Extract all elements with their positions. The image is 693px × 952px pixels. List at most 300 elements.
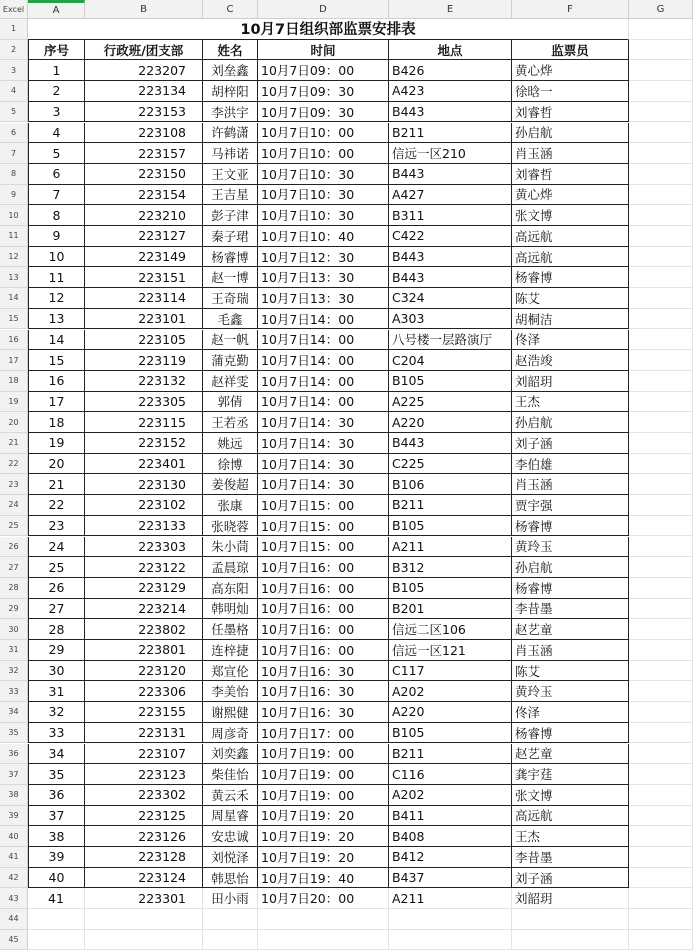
cell[interactable] [629, 723, 693, 744]
table-cell[interactable]: 孙启航 [512, 123, 629, 144]
cell[interactable] [258, 930, 389, 951]
row-header[interactable]: 19 [0, 392, 28, 413]
table-cell[interactable]: 刘子涵 [512, 433, 629, 454]
row-header[interactable]: 39 [0, 806, 28, 827]
table-cell[interactable]: 223134 [85, 81, 203, 102]
row-header[interactable]: 37 [0, 764, 28, 785]
cell[interactable] [629, 661, 693, 682]
table-cell[interactable]: 毛鑫 [203, 309, 258, 330]
column-header-b[interactable]: B [85, 0, 203, 19]
cell[interactable] [629, 578, 693, 599]
table-cell[interactable]: 19 [28, 433, 85, 454]
table-cell[interactable]: A220 [389, 412, 512, 433]
row-header[interactable]: 5 [0, 102, 28, 123]
table-cell[interactable]: 25 [28, 557, 85, 578]
table-cell[interactable]: 10月7日19：20 [258, 847, 389, 868]
table-cell[interactable]: 31 [28, 681, 85, 702]
cell[interactable] [85, 930, 203, 951]
table-cell[interactable]: 39 [28, 847, 85, 868]
table-cell[interactable]: 龚宇莛 [512, 764, 629, 785]
table-cell[interactable]: B437 [389, 868, 512, 889]
header-cell[interactable]: 监票员 [512, 40, 629, 61]
row-header[interactable]: 17 [0, 350, 28, 371]
table-cell[interactable]: 22 [28, 495, 85, 516]
table-cell[interactable]: 10月7日09：30 [258, 102, 389, 123]
table-cell[interactable]: 223155 [85, 702, 203, 723]
row-header[interactable]: 18 [0, 371, 28, 392]
table-cell[interactable]: 李洪宇 [203, 102, 258, 123]
table-cell[interactable]: 韩思怡 [203, 868, 258, 889]
row-header[interactable]: 28 [0, 578, 28, 599]
table-cell[interactable]: 223124 [85, 868, 203, 889]
row-header[interactable]: 31 [0, 640, 28, 661]
table-cell[interactable]: 223301 [85, 888, 203, 909]
cell[interactable] [629, 267, 693, 288]
table-cell[interactable]: 17 [28, 392, 85, 413]
table-cell[interactable]: 40 [28, 868, 85, 889]
table-cell[interactable]: 高东阳 [203, 578, 258, 599]
table-cell[interactable]: 10月7日19：00 [258, 764, 389, 785]
table-cell[interactable]: 周星睿 [203, 806, 258, 827]
table-cell[interactable]: B201 [389, 599, 512, 620]
table-cell[interactable]: 杨睿博 [512, 516, 629, 537]
column-header-e[interactable]: E [389, 0, 512, 19]
table-cell[interactable]: 孟晨琼 [203, 557, 258, 578]
table-cell[interactable]: 陈艾 [512, 288, 629, 309]
cell[interactable] [629, 599, 693, 620]
table-cell[interactable]: 34 [28, 744, 85, 765]
table-cell[interactable]: 张康 [203, 495, 258, 516]
table-cell[interactable]: 王文亚 [203, 164, 258, 185]
table-cell[interactable]: B211 [389, 495, 512, 516]
table-cell[interactable]: 10月7日16：00 [258, 640, 389, 661]
table-cell[interactable]: 马祎诺 [203, 143, 258, 164]
table-cell[interactable]: C117 [389, 661, 512, 682]
table-cell[interactable]: 黄玲玉 [512, 537, 629, 558]
table-cell[interactable]: 41 [28, 888, 85, 909]
table-cell[interactable]: A211 [389, 888, 512, 909]
cell[interactable] [629, 744, 693, 765]
table-cell[interactable]: B105 [389, 516, 512, 537]
table-cell[interactable]: 223123 [85, 764, 203, 785]
table-cell[interactable]: 10月7日19：00 [258, 785, 389, 806]
table-cell[interactable]: 10月7日16：00 [258, 619, 389, 640]
table-cell[interactable]: 肖玉涵 [512, 143, 629, 164]
table-cell[interactable]: 223105 [85, 330, 203, 351]
table-cell[interactable]: 肖玉涵 [512, 474, 629, 495]
table-cell[interactable]: 黄玲玉 [512, 681, 629, 702]
table-cell[interactable]: 李伯雄 [512, 454, 629, 475]
table-cell[interactable]: 郑宣伦 [203, 661, 258, 682]
row-header[interactable]: 7 [0, 143, 28, 164]
table-cell[interactable]: 10 [28, 247, 85, 268]
cell[interactable] [629, 412, 693, 433]
table-cell[interactable]: 223802 [85, 619, 203, 640]
cell[interactable] [629, 888, 693, 909]
cell[interactable] [258, 909, 389, 930]
table-cell[interactable]: 38 [28, 826, 85, 847]
cell[interactable] [629, 392, 693, 413]
row-header[interactable]: 14 [0, 288, 28, 309]
table-cell[interactable]: B426 [389, 60, 512, 81]
table-cell[interactable]: 杨睿博 [512, 723, 629, 744]
row-header[interactable]: 12 [0, 247, 28, 268]
cell[interactable] [629, 371, 693, 392]
table-cell[interactable]: 11 [28, 267, 85, 288]
table-cell[interactable]: 王吉星 [203, 185, 258, 206]
table-cell[interactable]: 27 [28, 599, 85, 620]
table-cell[interactable]: 任墨格 [203, 619, 258, 640]
table-cell[interactable]: 21 [28, 474, 85, 495]
table-cell[interactable]: C422 [389, 226, 512, 247]
cell[interactable] [629, 868, 693, 889]
table-cell[interactable]: 223120 [85, 661, 203, 682]
table-cell[interactable]: B412 [389, 847, 512, 868]
cell[interactable] [629, 806, 693, 827]
cell[interactable] [629, 81, 693, 102]
column-header-d[interactable]: D [258, 0, 389, 19]
cell[interactable] [629, 702, 693, 723]
table-cell[interactable]: 姚远 [203, 433, 258, 454]
cell[interactable] [629, 495, 693, 516]
table-cell[interactable]: 信远一区210 [389, 143, 512, 164]
table-cell[interactable]: 杨睿博 [512, 578, 629, 599]
table-cell[interactable]: 王若丞 [203, 412, 258, 433]
row-header[interactable]: 1 [0, 19, 28, 40]
table-cell[interactable]: 223130 [85, 474, 203, 495]
table-cell[interactable]: 孙启航 [512, 412, 629, 433]
table-cell[interactable]: 赵浩竣 [512, 350, 629, 371]
row-header[interactable]: 9 [0, 185, 28, 206]
cell[interactable] [389, 930, 512, 951]
table-cell[interactable]: 秦子珺 [203, 226, 258, 247]
table-cell[interactable]: 刘韶玥 [512, 371, 629, 392]
table-cell[interactable]: 15 [28, 350, 85, 371]
table-cell[interactable]: 刘奕鑫 [203, 744, 258, 765]
table-cell[interactable]: 10月7日16：00 [258, 578, 389, 599]
table-cell[interactable]: 7 [28, 185, 85, 206]
cell[interactable] [629, 681, 693, 702]
table-cell[interactable]: B411 [389, 806, 512, 827]
column-header-a[interactable]: A [28, 0, 85, 19]
cell[interactable] [629, 930, 693, 951]
table-cell[interactable]: 223102 [85, 495, 203, 516]
table-cell[interactable]: 信远二区106 [389, 619, 512, 640]
table-cell[interactable]: 10月7日19：40 [258, 868, 389, 889]
table-cell[interactable]: 33 [28, 723, 85, 744]
table-cell[interactable]: 徐博 [203, 454, 258, 475]
row-header[interactable]: 33 [0, 681, 28, 702]
table-cell[interactable]: 张晓蓉 [203, 516, 258, 537]
table-cell[interactable]: C116 [389, 764, 512, 785]
table-cell[interactable]: 23 [28, 516, 85, 537]
table-cell[interactable]: 24 [28, 537, 85, 558]
cell[interactable] [629, 557, 693, 578]
table-cell[interactable]: 赵艺童 [512, 619, 629, 640]
row-header[interactable]: 25 [0, 516, 28, 537]
table-cell[interactable]: 223101 [85, 309, 203, 330]
row-header[interactable]: 10 [0, 205, 28, 226]
cell[interactable] [629, 164, 693, 185]
table-cell[interactable]: 10月7日14：00 [258, 309, 389, 330]
row-header[interactable]: 15 [0, 309, 28, 330]
table-cell[interactable]: 胡桐洁 [512, 309, 629, 330]
table-cell[interactable]: 高远航 [512, 247, 629, 268]
row-header[interactable]: 16 [0, 330, 28, 351]
table-cell[interactable]: 谢熙健 [203, 702, 258, 723]
table-cell[interactable]: 16 [28, 371, 85, 392]
table-cell[interactable]: 孙启航 [512, 557, 629, 578]
table-cell[interactable]: A303 [389, 309, 512, 330]
table-cell[interactable]: 10月7日17：00 [258, 723, 389, 744]
cell[interactable] [203, 909, 258, 930]
table-cell[interactable]: 13 [28, 309, 85, 330]
table-cell[interactable]: 赵一博 [203, 267, 258, 288]
row-header[interactable]: 21 [0, 433, 28, 454]
table-cell[interactable]: 223125 [85, 806, 203, 827]
table-cell[interactable]: 10月7日10：00 [258, 143, 389, 164]
cell[interactable] [203, 930, 258, 951]
cell[interactable] [629, 640, 693, 661]
table-cell[interactable]: 12 [28, 288, 85, 309]
cell[interactable] [629, 909, 693, 930]
header-cell[interactable]: 姓名 [203, 40, 258, 61]
row-header[interactable]: 29 [0, 599, 28, 620]
table-cell[interactable]: 黄心烨 [512, 60, 629, 81]
cell[interactable] [629, 102, 693, 123]
cell[interactable] [629, 537, 693, 558]
row-header[interactable]: 41 [0, 847, 28, 868]
table-cell[interactable]: 10月7日09：30 [258, 81, 389, 102]
table-cell[interactable]: A202 [389, 681, 512, 702]
table-cell[interactable]: 36 [28, 785, 85, 806]
table-cell[interactable]: 胡梓阳 [203, 81, 258, 102]
table-cell[interactable]: 10月7日14：00 [258, 350, 389, 371]
table-cell[interactable]: 223127 [85, 226, 203, 247]
table-cell[interactable]: 刘睿哲 [512, 164, 629, 185]
table-cell[interactable]: B408 [389, 826, 512, 847]
row-header[interactable]: 23 [0, 474, 28, 495]
table-cell[interactable]: 刘悦泽 [203, 847, 258, 868]
table-cell[interactable]: 9 [28, 226, 85, 247]
table-cell[interactable]: B443 [389, 102, 512, 123]
table-cell[interactable]: B311 [389, 205, 512, 226]
cell[interactable] [629, 330, 693, 351]
table-cell[interactable]: 刘睿哲 [512, 102, 629, 123]
table-cell[interactable]: 姜俊超 [203, 474, 258, 495]
table-cell[interactable]: 28 [28, 619, 85, 640]
row-header[interactable]: 6 [0, 123, 28, 144]
table-cell[interactable]: 35 [28, 764, 85, 785]
cell[interactable] [629, 123, 693, 144]
table-cell[interactable]: 3 [28, 102, 85, 123]
table-cell[interactable]: 安忠诚 [203, 826, 258, 847]
cell[interactable] [629, 785, 693, 806]
row-header[interactable]: 13 [0, 267, 28, 288]
row-header[interactable]: 24 [0, 495, 28, 516]
table-cell[interactable]: 5 [28, 143, 85, 164]
table-cell[interactable]: 信远一区121 [389, 640, 512, 661]
row-header[interactable]: 32 [0, 661, 28, 682]
table-cell[interactable]: 10月7日09：00 [258, 60, 389, 81]
table-cell[interactable]: 223108 [85, 123, 203, 144]
row-header[interactable]: 8 [0, 164, 28, 185]
table-cell[interactable]: A225 [389, 392, 512, 413]
table-cell[interactable]: B105 [389, 578, 512, 599]
table-cell[interactable]: 223114 [85, 288, 203, 309]
table-cell[interactable]: 10月7日10：30 [258, 205, 389, 226]
row-header[interactable]: 45 [0, 930, 28, 951]
cell[interactable] [28, 930, 85, 951]
table-cell[interactable]: 10月7日14：00 [258, 392, 389, 413]
table-cell[interactable]: 刘垒鑫 [203, 60, 258, 81]
table-cell[interactable]: 223305 [85, 392, 203, 413]
table-cell[interactable]: 18 [28, 412, 85, 433]
column-header-f[interactable]: F [512, 0, 629, 19]
table-cell[interactable]: 223149 [85, 247, 203, 268]
table-cell[interactable]: 10月7日16：30 [258, 661, 389, 682]
column-header-c[interactable]: C [203, 0, 258, 19]
table-cell[interactable]: 10月7日10：00 [258, 123, 389, 144]
table-cell[interactable]: 陈艾 [512, 661, 629, 682]
row-header[interactable]: 2 [0, 40, 28, 61]
cell[interactable] [512, 909, 629, 930]
table-cell[interactable]: 赵祥雯 [203, 371, 258, 392]
table-cell[interactable]: 高远航 [512, 226, 629, 247]
table-cell[interactable]: 10月7日15：00 [258, 495, 389, 516]
table-cell[interactable]: 223210 [85, 205, 203, 226]
table-cell[interactable]: 10月7日13：30 [258, 267, 389, 288]
table-cell[interactable]: C324 [389, 288, 512, 309]
table-cell[interactable]: 37 [28, 806, 85, 827]
table-cell[interactable]: 10月7日19：20 [258, 826, 389, 847]
table-cell[interactable]: B443 [389, 164, 512, 185]
table-cell[interactable]: 10月7日10：40 [258, 226, 389, 247]
header-cell[interactable]: 时间 [258, 40, 389, 61]
table-cell[interactable]: 韩明灿 [203, 599, 258, 620]
table-cell[interactable]: 223126 [85, 826, 203, 847]
column-header-g[interactable]: G [629, 0, 693, 19]
cell[interactable] [629, 247, 693, 268]
row-header[interactable]: 40 [0, 826, 28, 847]
table-cell[interactable]: 朱小茼 [203, 537, 258, 558]
table-cell[interactable]: 10月7日16：00 [258, 557, 389, 578]
table-cell[interactable]: 杨睿博 [512, 267, 629, 288]
cell[interactable] [629, 226, 693, 247]
table-cell[interactable]: 李昔墨 [512, 599, 629, 620]
cell[interactable] [629, 309, 693, 330]
cell[interactable] [629, 474, 693, 495]
cell[interactable] [629, 143, 693, 164]
row-header[interactable]: 44 [0, 909, 28, 930]
table-cell[interactable]: B443 [389, 433, 512, 454]
row-header[interactable]: 38 [0, 785, 28, 806]
row-header[interactable]: 34 [0, 702, 28, 723]
table-cell[interactable]: 4 [28, 123, 85, 144]
table-cell[interactable]: C204 [389, 350, 512, 371]
table-cell[interactable]: 223401 [85, 454, 203, 475]
table-cell[interactable]: 223214 [85, 599, 203, 620]
cell[interactable] [629, 619, 693, 640]
table-cell[interactable]: 20 [28, 454, 85, 475]
row-header[interactable]: 35 [0, 723, 28, 744]
table-cell[interactable]: 10月7日16：00 [258, 599, 389, 620]
table-cell[interactable]: 郭倩 [203, 392, 258, 413]
table-cell[interactable]: 10月7日14：30 [258, 412, 389, 433]
table-cell[interactable]: 赵一帆 [203, 330, 258, 351]
cell[interactable] [629, 288, 693, 309]
table-cell[interactable]: 佟泽 [512, 330, 629, 351]
cell[interactable] [629, 764, 693, 785]
table-cell[interactable]: 许鹤潇 [203, 123, 258, 144]
table-cell[interactable]: 10月7日19：00 [258, 744, 389, 765]
header-cell[interactable]: 地点 [389, 40, 512, 61]
table-cell[interactable]: 223107 [85, 744, 203, 765]
table-cell[interactable]: A220 [389, 702, 512, 723]
table-cell[interactable]: 肖玉涵 [512, 640, 629, 661]
table-cell[interactable]: 彭子津 [203, 205, 258, 226]
cell[interactable] [629, 205, 693, 226]
table-cell[interactable]: 30 [28, 661, 85, 682]
table-cell[interactable]: B443 [389, 247, 512, 268]
table-cell[interactable]: 26 [28, 578, 85, 599]
table-cell[interactable]: 黄心烨 [512, 185, 629, 206]
table-cell[interactable]: 张文博 [512, 205, 629, 226]
table-cell[interactable]: 223303 [85, 537, 203, 558]
row-header[interactable]: 4 [0, 81, 28, 102]
table-cell[interactable]: 223119 [85, 350, 203, 371]
table-cell[interactable]: 223207 [85, 60, 203, 81]
row-header[interactable]: 11 [0, 226, 28, 247]
table-cell[interactable]: 八号楼一层路演厅 [389, 330, 512, 351]
table-cell[interactable]: 10月7日13：30 [258, 288, 389, 309]
table-cell[interactable]: 10月7日15：00 [258, 537, 389, 558]
table-cell[interactable]: 刘韶玥 [512, 888, 629, 909]
cell[interactable] [629, 40, 693, 61]
table-cell[interactable]: 223302 [85, 785, 203, 806]
table-cell[interactable]: 223153 [85, 102, 203, 123]
row-header[interactable]: 20 [0, 412, 28, 433]
cell[interactable] [629, 185, 693, 206]
row-header[interactable]: 36 [0, 744, 28, 765]
table-cell[interactable]: 张文博 [512, 785, 629, 806]
table-cell[interactable]: 14 [28, 330, 85, 351]
cell[interactable] [629, 19, 693, 40]
table-cell[interactable]: 佟泽 [512, 702, 629, 723]
row-header[interactable]: 27 [0, 557, 28, 578]
table-cell[interactable]: A423 [389, 81, 512, 102]
row-header[interactable]: 30 [0, 619, 28, 640]
table-cell[interactable]: A427 [389, 185, 512, 206]
table-cell[interactable]: B211 [389, 744, 512, 765]
cell[interactable] [629, 826, 693, 847]
cell[interactable] [512, 930, 629, 951]
table-cell[interactable]: 10月7日20：00 [258, 888, 389, 909]
table-cell[interactable]: B443 [389, 267, 512, 288]
table-cell[interactable]: 杨睿博 [203, 247, 258, 268]
table-cell[interactable]: 蒲克勤 [203, 350, 258, 371]
table-cell[interactable]: 10月7日16：30 [258, 681, 389, 702]
table-cell[interactable]: 223132 [85, 371, 203, 392]
table-cell[interactable]: 223122 [85, 557, 203, 578]
table-cell[interactable]: B106 [389, 474, 512, 495]
table-cell[interactable]: 柴佳怡 [203, 764, 258, 785]
table-cell[interactable]: B312 [389, 557, 512, 578]
cell[interactable] [389, 909, 512, 930]
table-cell[interactable]: 10月7日14：30 [258, 454, 389, 475]
table-cell[interactable]: C225 [389, 454, 512, 475]
cell[interactable] [629, 454, 693, 475]
